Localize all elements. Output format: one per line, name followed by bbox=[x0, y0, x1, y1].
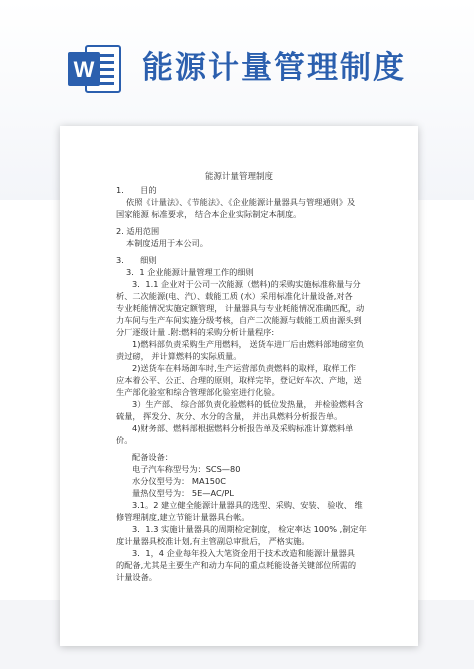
document-line: 专业耗能情况实施定额管理， 计量器具与专业耗能情况准确匹配，动 bbox=[116, 303, 365, 313]
document-line: 3．1.3 实施计量器具的周期检定制度， 检定率达 100% ,制定年 bbox=[132, 524, 367, 534]
document-line: 1)燃料部负责采购生产用燃料， 送货车进厂后由燃料部地磅室负 bbox=[132, 339, 365, 349]
document-line: 3. 细则 bbox=[116, 255, 157, 265]
document-paper bbox=[60, 126, 418, 646]
document-line: 2)送货车在料场卸车时,生产运营部负责燃料的取样，取样工作 bbox=[132, 363, 356, 373]
document-line: 4)财务部、燃料部根据燃料分析报告单及采购标准计算燃料单 bbox=[132, 423, 354, 433]
document-line: 3．1，4 企业每年投入大笔资金用于技术改造和能源计量器具 bbox=[132, 548, 355, 558]
document-line: 3）生产部、 综合部负责化验燃料的低位发热量， 并检验燃料含 bbox=[132, 399, 364, 409]
word-document-icon bbox=[66, 40, 124, 98]
document-line: 生产部化验室和综合管理部化验室进行化验。 bbox=[116, 387, 280, 397]
document-line: 量热仪型号为： 5E—AC/PL bbox=[132, 488, 234, 498]
document-line: 责过磅， 并计算燃料的实际质量。 bbox=[116, 351, 242, 361]
page-title: 能源计量管理制度 bbox=[142, 50, 406, 86]
document-body bbox=[116, 184, 406, 583]
document-line: 电子汽车称型号为：SCS—80 bbox=[132, 464, 241, 474]
document-line: 的配备,尤其是主要生产和动力车间的重点耗能设备关键部位所需的 bbox=[116, 560, 357, 570]
document-line: 配备设备： bbox=[132, 452, 173, 462]
document-line: 3.1。2 建立健全能源计量器具的选型、采购、安装、 验收、 维 bbox=[132, 500, 363, 510]
document-line: 硫量， 挥发分、灰分、水分的含量， 并出具燃料分析报告单。 bbox=[116, 411, 343, 421]
document-line: 修管理制度,建立节能计量器具台帐。 bbox=[116, 512, 250, 522]
document-line: 依照《计量法》、《节能法》、《企业能源计量器具与管理通则》及 bbox=[126, 197, 356, 207]
document-line: 3．1 企业能源计量管理工作的细则 bbox=[126, 267, 254, 277]
document-title: 能源计量管理制度 bbox=[204, 172, 273, 182]
document-line: 析、二次能源(电、汽）、载能工质 (水）采用标准化计量设备,对各 bbox=[116, 291, 353, 301]
document-line: 计量设备。 bbox=[116, 572, 157, 582]
document-line: 力车间与生产车间实施分级考核，自产二次能源与载能工质由源头到 bbox=[116, 315, 362, 325]
document-line: 水分仪型号为： MA150C bbox=[132, 476, 226, 486]
document-line: 价。 bbox=[116, 435, 133, 445]
document-line: 国家能源 标准要求， 结合本企业实际制定本制度。 bbox=[116, 209, 302, 219]
document-line: 1. 目的 bbox=[116, 185, 157, 195]
document-line: 度计量器具校准计划,有主管副总审批后， 严格实施。 bbox=[116, 536, 310, 546]
document-line: 应本着公平、公正、合理的原则，取样完毕，登记好车次、产地，送 bbox=[116, 375, 362, 385]
word-icon-letter: W bbox=[73, 57, 95, 82]
document-line: 分厂逐级计量 .附:燃料的采购分析计量程序: bbox=[116, 327, 275, 337]
document-line: 3．1.1 企业对于公司一次能源（燃料)的采购实施标准称量与分 bbox=[132, 279, 361, 289]
document-line: 本制度适用于本公司。 bbox=[126, 238, 208, 248]
document-line: 2. 适用范围 bbox=[116, 226, 160, 236]
